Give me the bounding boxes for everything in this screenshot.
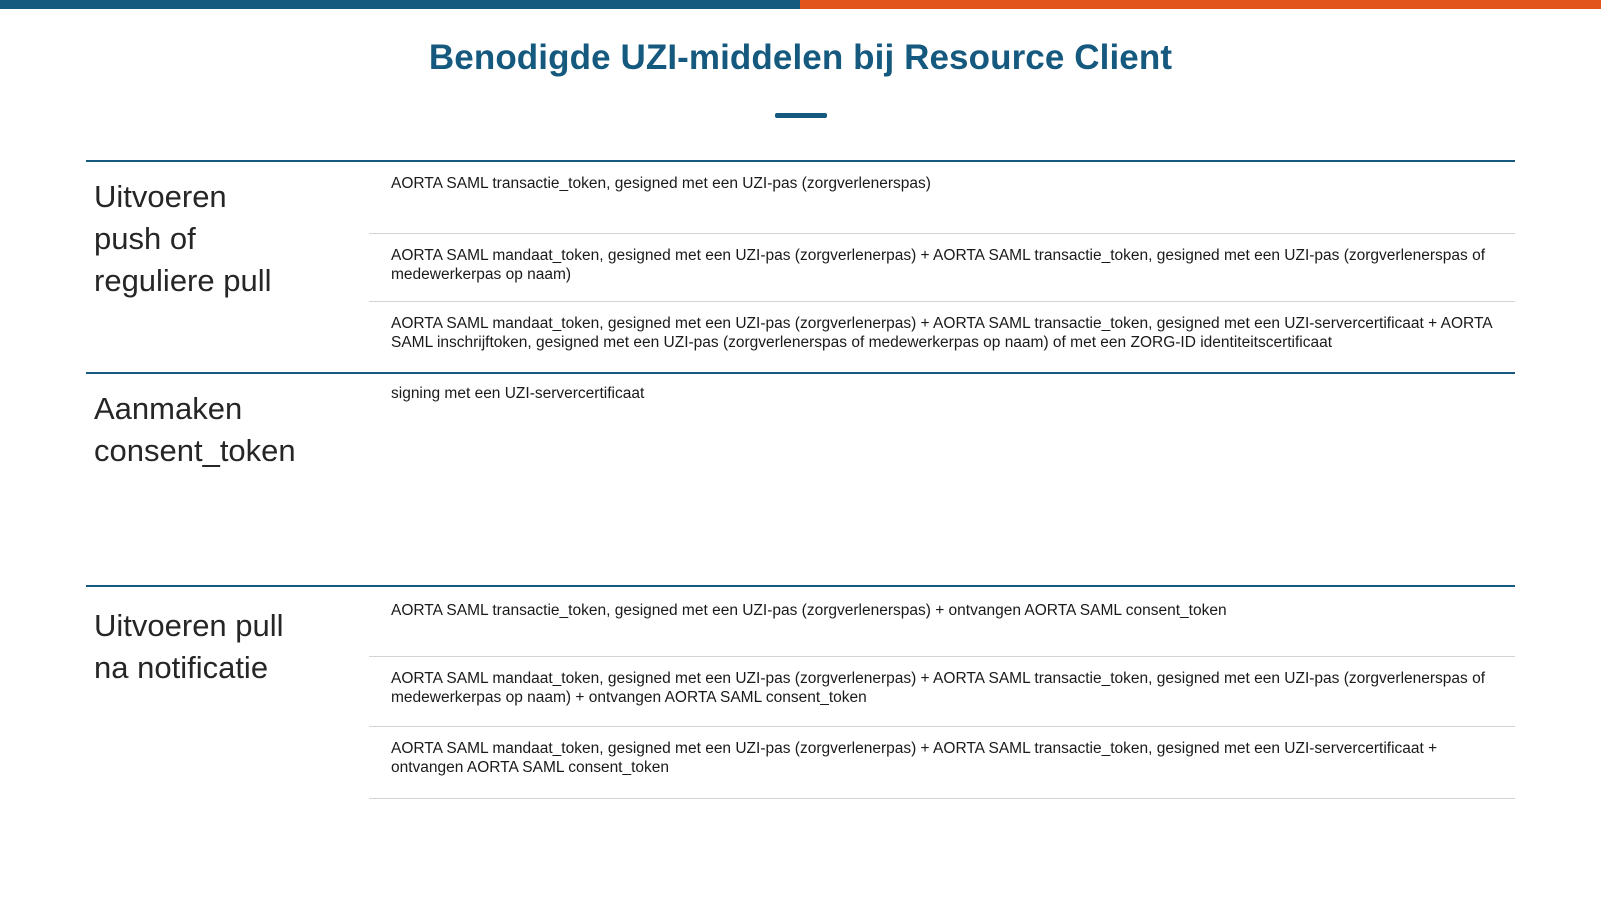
table-group-pull-after-notification — [86, 585, 1515, 825]
table-row: AORTA SAML mandaat_token, gesigned met een UZI-pas (zorgverlenerpas) + AORTA SAML transactie_token, gesigned met een UZI-servercertificaat + AORTA SAML inschrijftoken, gesigned met een UZI-pas (zorgverlenerspas of medewerkerpas op naam) of met een ZORG-ID identiteitscertificaat — [391, 315, 1492, 352]
top-accent-bar-orange — [800, 0, 1601, 9]
group-label-line: consent_token — [94, 432, 296, 468]
group-label-push-or-regular-pull — [86, 162, 369, 372]
group-label-line: Uitvoeren — [94, 179, 227, 214]
table-row: AORTA SAML transactie_token, gesigned met een UZI-pas (zorgverlenerspas) + ontvangen AORTA SAML consent_token — [369, 587, 1515, 657]
top-accent-bar-blue — [0, 0, 800, 9]
group-label-line: na notificatie — [94, 649, 269, 685]
group-rows-pull-after-notification — [369, 587, 1515, 825]
group-label-line: reguliere pull — [94, 262, 272, 298]
table-group-create-consent-token — [86, 372, 1515, 585]
top-accent-bar — [0, 0, 1601, 9]
uzi-means-table — [86, 160, 1515, 825]
title-underline-rule — [775, 113, 827, 118]
group-label-line: push of — [94, 220, 196, 256]
table-row: signing met een UZI-servercertificaat — [391, 385, 645, 402]
group-label-line: Aanmaken — [94, 391, 243, 426]
table-row: AORTA SAML mandaat_token, gesigned met een UZI-pas (zorgverlenerpas) + AORTA SAML transactie_token, gesigned met een UZI-pas (zorgverlenerspas of medewerkerpas op naam) — [369, 234, 1515, 302]
group-label-create-consent-token — [86, 374, 369, 585]
table-row: AORTA SAML mandaat_token, gesigned met een UZI-pas (zorgverlenerpas) + AORTA SAML transactie_token, gesigned met een UZI-servercertificaat + ontvangen AORTA SAML consent_token — [369, 727, 1515, 799]
table-row: AORTA SAML mandaat_token, gesigned met een UZI-pas (zorgverlenerpas) + AORTA SAML transactie_token, gesigned met een UZI-pas (zorgverlenerspas of medewerkerpas op naam) + ontvangen AORTA SAML consent_token — [369, 657, 1515, 727]
group-rows-push-or-regular-pull — [369, 162, 1515, 372]
table-row: AORTA SAML transactie_token, gesigned met een UZI-pas (zorgverlenerspas) — [369, 162, 1515, 234]
page-title: Benodigde UZI-middelen bij Resource Client — [428, 38, 1173, 77]
table-group-push-or-regular-pull — [86, 160, 1515, 372]
group-label-line: Uitvoeren pull — [94, 608, 284, 643]
group-rows-create-consent-token — [369, 374, 1515, 585]
group-label-pull-after-notification — [86, 587, 369, 825]
